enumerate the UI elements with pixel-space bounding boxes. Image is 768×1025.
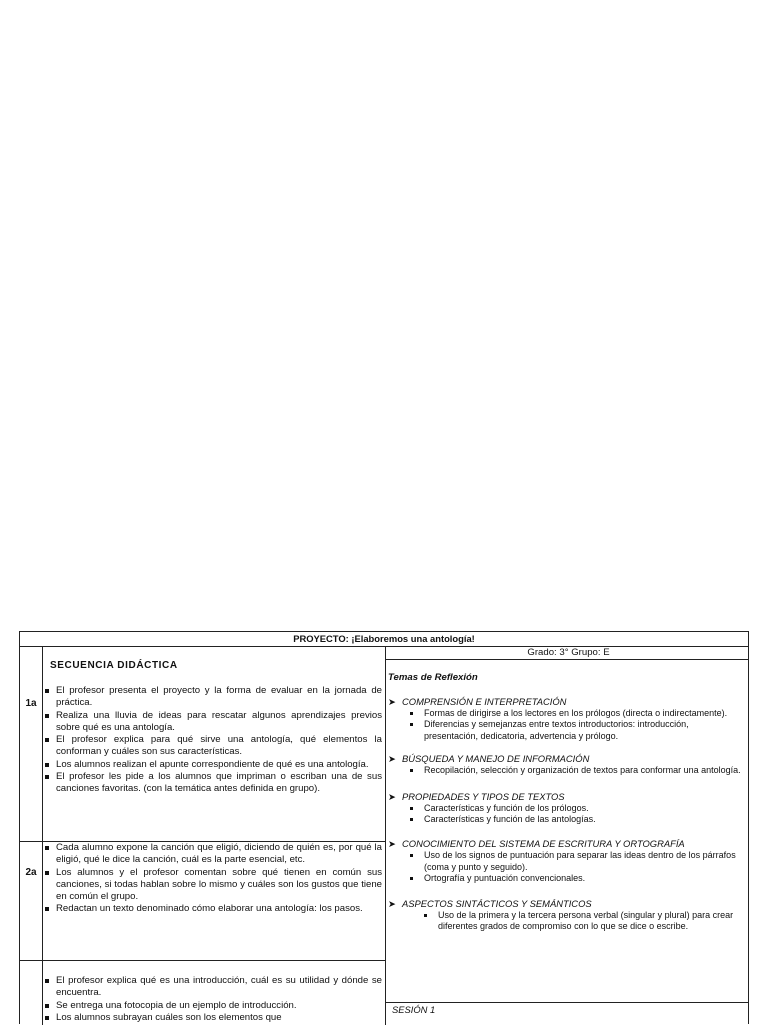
section xyxy=(388,898,745,933)
divider xyxy=(20,960,385,961)
arrow-bullet-icon: ➤ xyxy=(388,838,396,850)
section xyxy=(388,696,745,742)
section-title: CONOCIMIENTO DEL SISTEMA DE ESCRITURA Y ORTOGRAFÍA xyxy=(402,838,685,850)
list-item: El profesor explica para qué sirve una antología, qué elementos la conforman y cuáles son sus características. xyxy=(43,734,382,759)
list-item: Redactan un texto denominado cómo elaborar una antología: los pasos. xyxy=(43,903,382,915)
planning-table xyxy=(19,631,749,1024)
secuencia-heading: SECUENCIA DIDÁCTICA xyxy=(50,660,178,671)
section-title: BÚSQUEDA Y MANEJO DE INFORMACIÓN xyxy=(402,753,590,765)
list-item: Uso de la primera y la tercera persona verbal (singular y plural) para crear diferentes grados de compromiso con lo que se dice o escribe. xyxy=(388,910,745,933)
list-item: Diferencias y semejanzas entre textos introductorios: introducción, presentación, dedicatoria, advertencia y prólogo. xyxy=(388,719,745,742)
temas-reflexion xyxy=(388,672,745,932)
list-item: Los alumnos y el profesor comentan sobre qué tienen en común sus canciones, si todas hablan sobre lo mismo y cuáles son los gustos que tiene en común el grupo. xyxy=(43,867,382,904)
arrow-bullet-icon: ➤ xyxy=(388,753,396,765)
list-item: El profesor explica qué es una introducción, cuál es su utilidad y dónde se encuentra. xyxy=(43,975,382,1000)
list-item: Realiza una lluvia de ideas para rescatar algunos aprendizajes previos sobre qué es una antología. xyxy=(43,710,382,735)
list-item: Los alumnos realizan el apunte correspondiente de qué es una antología. xyxy=(43,759,382,771)
project-title: PROYECTO: ¡Elaboremos una antología! xyxy=(20,632,748,647)
section-title: ASPECTOS SINTÁCTICOS Y SEMÁNTICOS xyxy=(402,897,592,909)
list-item: Uso de los signos de puntuación para separar las ideas dentro de los párrafos (coma y punto y seguido). xyxy=(388,850,745,873)
divider xyxy=(385,1002,749,1003)
activity-list xyxy=(43,685,382,796)
section-title: COMPRENSIÓN E INTERPRETACIÓN xyxy=(402,696,567,707)
row-label: 2a xyxy=(25,867,37,878)
arrow-bullet-icon: ➤ xyxy=(388,897,396,909)
list-item: Cada alumno expone la canción que eligió, diciendo de quién es, por qué la eligió, qué le dice la canción, cuál es la parte esencial, etc. xyxy=(43,842,382,867)
activity-list xyxy=(43,975,382,1024)
list-item: El profesor les pide a los alumnos que impriman o escriban una de sus canciones favoritas. (con la temática antes definida en grupo). xyxy=(43,771,382,796)
temas-heading: Temas de Reflexión xyxy=(388,672,478,683)
list-item: El profesor presenta el proyecto y la forma de evaluar en la jornada de práctica. xyxy=(43,685,382,710)
list-item: Ortografía y puntuación convencionales. xyxy=(388,873,745,884)
section xyxy=(388,753,745,776)
arrow-bullet-icon: ➤ xyxy=(388,696,396,707)
list-item: Recopilación, selección y organización de textos para conformar una antología. xyxy=(388,765,745,776)
list-item: Características y función de los prólogos. xyxy=(388,803,745,814)
list-item: Características y función de las antologías. xyxy=(388,814,745,825)
section xyxy=(388,791,745,826)
list-item: Se entrega una fotocopia de un ejemplo de introducción. xyxy=(43,1000,382,1012)
grado-grupo: Grado: 3° Grupo: E xyxy=(527,647,610,658)
activity-list xyxy=(43,842,382,916)
list-item: Los alumnos subrayan cuáles son los elementos que xyxy=(43,1012,382,1024)
sesion-label: SESIÓN 1 xyxy=(392,1004,436,1015)
divider xyxy=(385,659,749,660)
divider xyxy=(385,646,386,1025)
list-item: Formas de dirigirse a los lectores en los prólogos (directa o indirectamente). xyxy=(388,708,745,719)
section xyxy=(388,838,745,884)
arrow-bullet-icon: ➤ xyxy=(388,790,396,802)
section-title: PROPIEDADES Y TIPOS DE TEXTOS xyxy=(402,790,565,802)
row-label: 1a xyxy=(25,698,37,709)
